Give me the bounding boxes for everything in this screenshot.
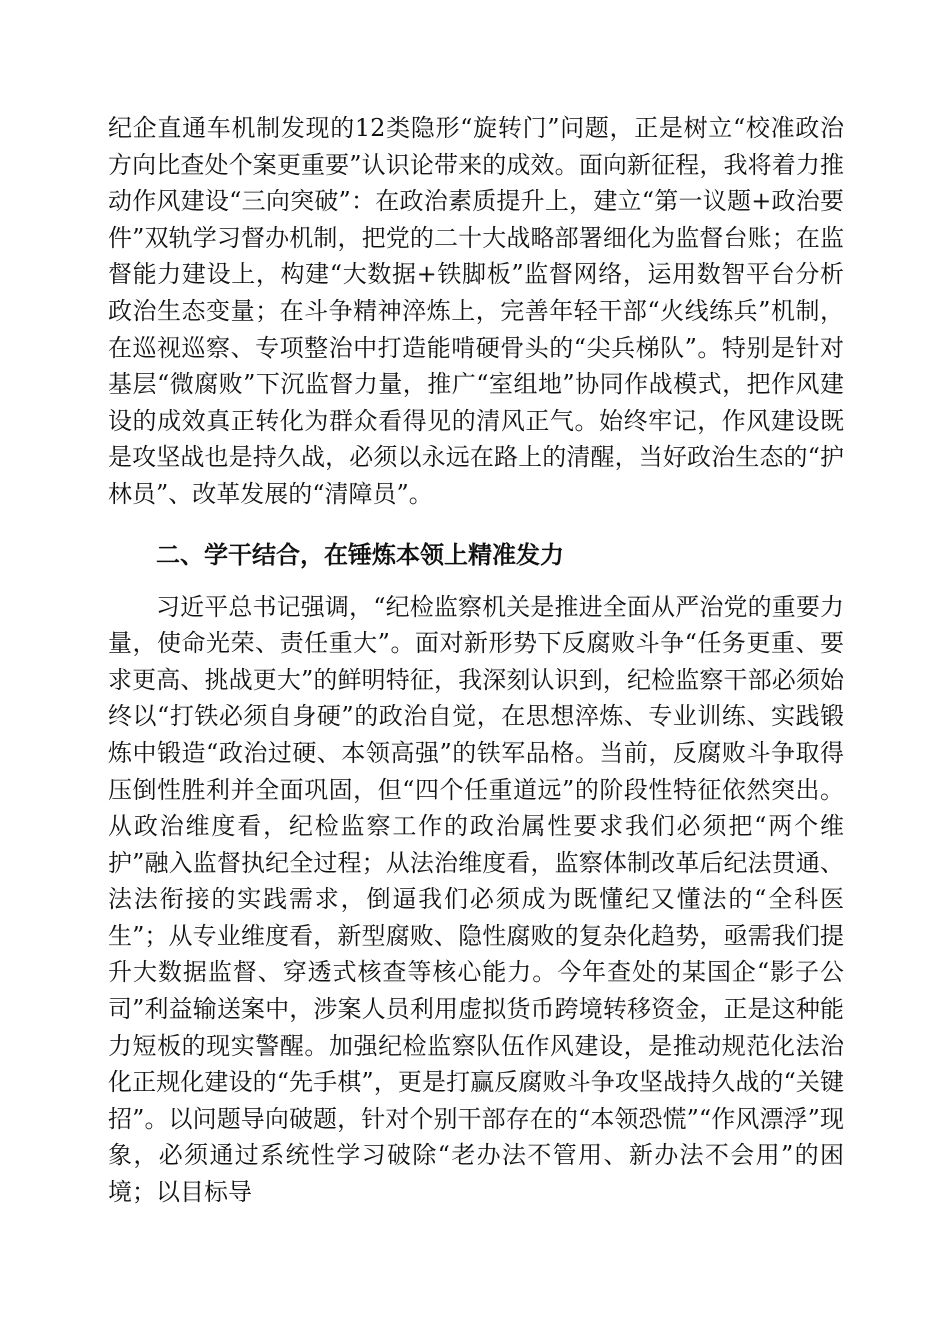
paragraph-body: 习近平总书记强调，“纪检监察机关是推进全面从严治党的重要力量，使命光荣、责任重大”。面对新形势下反腐败斗争“任务更重、要求更高、挑战更大”的鲜明特征，我深刻认识到，纪检监察干部必须始终以“打铁必须自身硬”的政治自觉，在思想淬炼、专业训练、实践锻炼中锻造“政治过硬、本领高强”的铁军品格。当前，反腐败斗争取得压倒性胜利并全面巩固，但“四个任重道远”的阶段性特征依然突出。从政治维度看，纪检监察工作的政治属性要求我们必须把“两个维护”融入监督执纪全过程；从法治维度看，监察体制改革后纪法贯通、法法衔接的实践需求，倒逼我们必须成为既懂纪又懂法的“全科医生”；从专业维度看，新型腐败、隐性腐败的复杂化趋势，亟需我们提升大数据监督、穿透式核查等核心能力。今年查处的某国企“影子公司”利益输送案中，涉案人员利用虚拟货币跨境转移资金，正是这种能力短板的现实警醒。加强纪检监察队伍作风建设，是推动规范化法治化正规化建设的“先手棋”，更是打赢反腐败斗争攻坚战持久战的“关键招”。以问题导向破题，针对个别干部存在的“本领恐慌”“作风漂浮”现象，必须通过系统性学习破除“老办法不管用、新办法不会用”的困境；以目标导 <box>108 592 844 1207</box>
paragraph-continuation: 纪企直通车机制发现的12类隐形“旋转门”问题，正是树立“校准政治方向比查处个案更重要”认识论带来的成效。面向新征程，我将着力推动作风建设“三向突破”：在政治素质提升上，建立“第一议题+政治要件”双轨学习督办机制，把党的二十大战略部署细化为监督台账；在监督能力建设上，构建“大数据+铁脚板”监督网络，运用数智平台分析政治生态变量；在斗争精神淬炼上，完善年轻干部“火线练兵”机制，在巡视巡察、专项整治中打造能啃硬骨头的“尖兵梯队”。特别是针对基层“微腐败”下沉监督力量，推广“室组地”协同作战模式，把作风建设的成效真正转化为群众看得见的清风正气。始终牢记，作风建设既是攻坚战也是持久战，必须以永远在路上的清醒，当好政治生态的“护林员”、改革发展的“清障员”。 <box>108 114 844 508</box>
section-heading: 二、学干结合，在锤炼本领上精准发力 <box>156 540 564 569</box>
document-page <box>108 110 844 1211</box>
